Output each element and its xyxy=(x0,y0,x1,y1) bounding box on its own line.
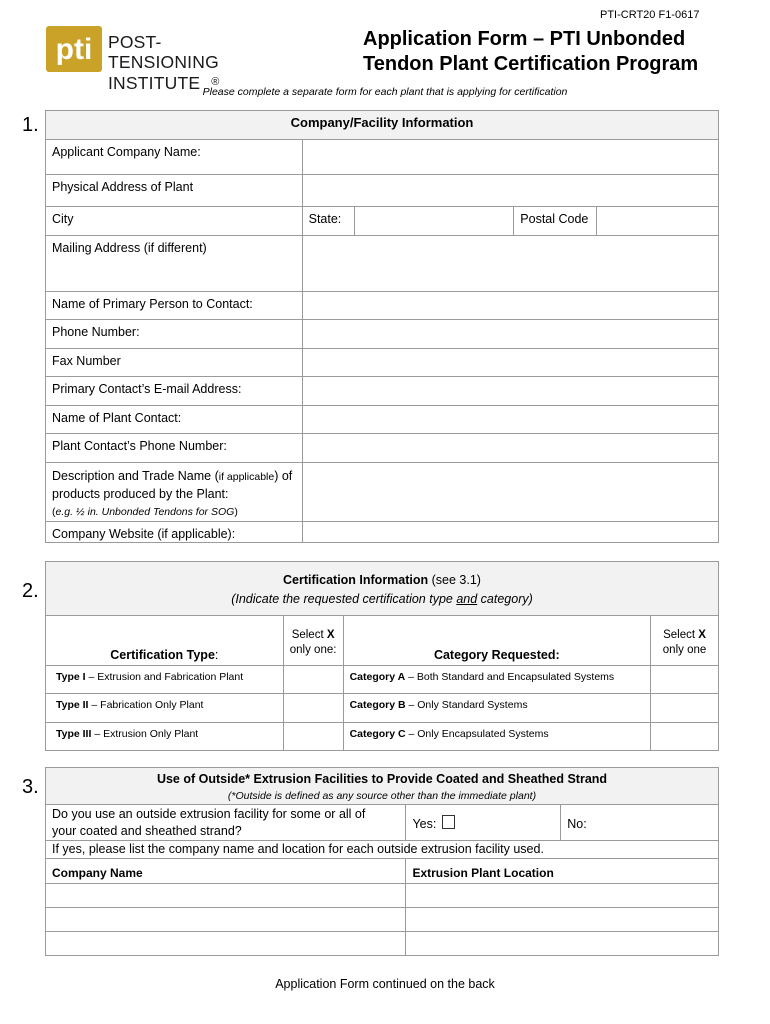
description-field[interactable] xyxy=(302,463,718,522)
address-label: Physical Address of Plant xyxy=(46,175,303,207)
company-name-row3[interactable] xyxy=(46,932,406,956)
yes-checkbox[interactable] xyxy=(442,815,455,829)
type3-label: Type III – Extrusion Only Plant xyxy=(46,723,284,751)
categoryC-select[interactable] xyxy=(651,723,719,751)
logo-line1: POST-TENSIONING xyxy=(108,32,219,72)
type2-label: Type II – Fabrication Only Plant xyxy=(46,694,284,723)
if-yes-instruction: If yes, please list the company name and location for each outside extrusion facility used. xyxy=(46,841,719,859)
email-field[interactable] xyxy=(302,377,718,406)
section1-table xyxy=(45,110,719,543)
section3-table xyxy=(45,767,719,956)
company-name-label: Applicant Company Name: xyxy=(46,140,303,175)
col-company-name: Company Name xyxy=(46,859,406,884)
pti-logo-mark xyxy=(46,26,102,72)
mailing-field[interactable] xyxy=(302,236,718,292)
fax-field[interactable] xyxy=(302,349,718,377)
mailing-label: Mailing Address (if different) xyxy=(46,236,303,292)
primary-contact-field[interactable] xyxy=(302,292,718,320)
form-note: Please complete a separate form for each plant that is applying for certification xyxy=(202,86,568,98)
city-label: City xyxy=(46,207,303,236)
company-name-row2[interactable] xyxy=(46,908,406,932)
footer-note: Application Form continued on the back xyxy=(275,977,495,991)
categoryA-select[interactable] xyxy=(651,666,719,694)
outside-facility-question: Do you use an outside extrusion facility for some or all of your coated and sheathed strand? xyxy=(46,805,406,841)
type1-select[interactable] xyxy=(283,666,343,694)
postal-label: Postal Code xyxy=(514,207,597,236)
location-row3[interactable] xyxy=(406,932,719,956)
form-number: PTI-CRT20 F1-0617 xyxy=(600,9,700,21)
col-select-category: Select X only one xyxy=(651,616,719,666)
description-label: Description and Trade Name (if applicable) of products produced by the Plant: (e.g. ½ in. Unbonded Tendons for SOG) xyxy=(46,463,303,522)
fax-label: Fax Number xyxy=(46,349,303,377)
website-field[interactable] xyxy=(302,522,718,543)
col-category: Category Requested: xyxy=(343,616,650,666)
logo-wordmark xyxy=(108,32,266,93)
section1-heading: Company/Facility Information xyxy=(46,111,719,140)
location-row2[interactable] xyxy=(406,908,719,932)
title-line1: Application Form – PTI Unbonded xyxy=(363,28,686,50)
company-name-field[interactable] xyxy=(302,140,718,175)
logo-mark-text: pti xyxy=(55,33,93,66)
registered-mark: ® xyxy=(211,76,220,88)
location-row1[interactable] xyxy=(406,884,719,908)
type3-select[interactable] xyxy=(283,723,343,751)
section2-table xyxy=(45,561,719,751)
section2-heading: Certification Information (see 3.1) (Indicate the requested certification type and category) xyxy=(46,562,719,616)
col-select-type: Select X only one: xyxy=(283,616,343,666)
page-title xyxy=(363,27,698,77)
plant-phone-field[interactable] xyxy=(302,434,718,463)
state-field[interactable] xyxy=(354,207,514,236)
categoryB-label: Category B – Only Standard Systems xyxy=(343,694,650,723)
col-plant-location: Extrusion Plant Location xyxy=(406,859,719,884)
title-line2: Tendon Plant Certification Program xyxy=(363,53,699,75)
postal-field[interactable] xyxy=(597,207,719,236)
phone-label: Phone Number: xyxy=(46,320,303,349)
categoryC-label: Category C – Only Encapsulated Systems xyxy=(343,723,650,751)
pti-logo xyxy=(46,26,266,93)
state-label: State: xyxy=(302,207,354,236)
address-field[interactable] xyxy=(302,175,718,207)
type1-label: Type I – Extrusion and Fabrication Plant xyxy=(46,666,284,694)
website-label: Company Website (if applicable): xyxy=(46,522,303,543)
section1-number: 1. xyxy=(22,114,39,136)
logo-line2: INSTITUTE ® xyxy=(108,73,220,93)
company-name-row1[interactable] xyxy=(46,884,406,908)
section3-heading: Use of Outside* Extrusion Facilities to Provide Coated and Sheathed Strand (*Outside is defined as any source other than the immediate plant) xyxy=(46,768,719,805)
plant-contact-field[interactable] xyxy=(302,406,718,434)
email-label: Primary Contact’s E-mail Address: xyxy=(46,377,303,406)
categoryA-label: Category A – Both Standard and Encapsulated Systems xyxy=(343,666,650,694)
section3-number: 3. xyxy=(22,776,39,798)
no-option[interactable]: No: xyxy=(561,805,719,841)
section2-number: 2. xyxy=(22,580,39,602)
plant-phone-label: Plant Contact’s Phone Number: xyxy=(46,434,303,463)
primary-contact-label: Name of Primary Person to Contact: xyxy=(46,292,303,320)
plant-contact-label: Name of Plant Contact: xyxy=(46,406,303,434)
categoryB-select[interactable] xyxy=(651,694,719,723)
phone-field[interactable] xyxy=(302,320,718,349)
col-cert-type: Certification Type: xyxy=(46,616,284,666)
yes-option[interactable]: Yes: xyxy=(406,805,561,841)
type2-select[interactable] xyxy=(283,694,343,723)
